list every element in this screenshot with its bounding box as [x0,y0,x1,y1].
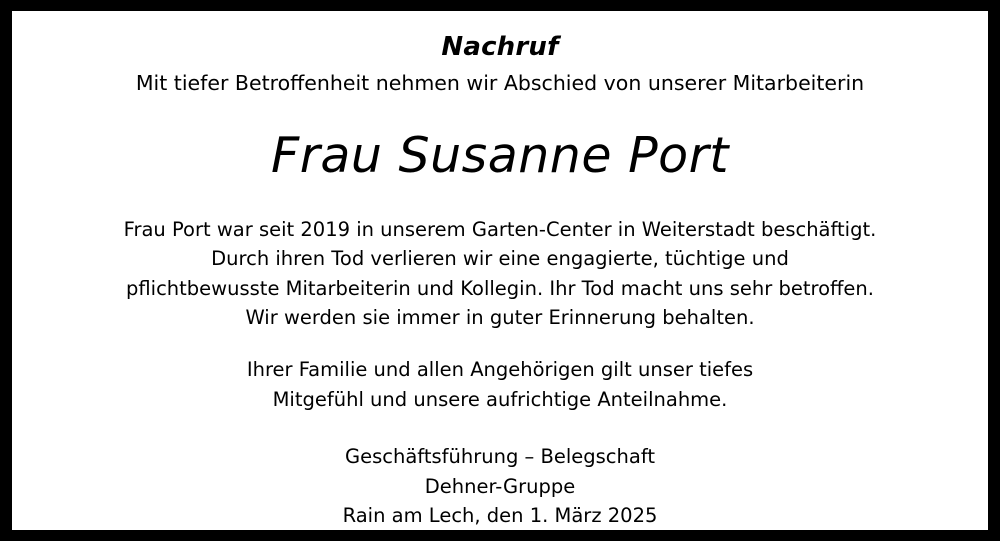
paragraph-2-line: Ihrer Familie und allen Angehörigen gilt unser tiefes [246,358,754,382]
obituary-paragraph-2 [247,355,753,414]
paragraph-1-line: Wir werden sie immer in guter Erinnerung behalten. [245,306,755,330]
signature-line: Geschäftsführung – Belegschaft [345,445,655,469]
deceased-name: Frau Susanne Port [271,127,729,185]
signature-line: Rain am Lech, den 1. März 2025 [342,503,658,527]
signature-line: Dehner-Gruppe [424,474,576,498]
paragraph-1-line: pflichtbewusste Mitarbeiterin und Kollegin. Ihr Tod macht uns sehr betroffen. [126,276,874,300]
obituary-heading: Nachruf [441,32,559,62]
obituary-signature [343,442,658,530]
obituary-intro-text: Mit tiefer Betroffenheit nehmen wir Abschied von unserer Mitarbeiterin [135,70,865,95]
obituary-content [12,11,988,530]
paragraph-2-line: Mitgefühl und unsere aufrichtige Anteilnahme. [272,387,728,411]
paragraph-1-line: Frau Port war seit 2019 in unserem Garten-Center in Weiterstadt beschäftigt. [123,217,877,241]
paragraph-1-line: Durch ihren Tod verlieren wir eine engagierte, tüchtige und [211,247,789,271]
obituary-paragraph-1 [124,215,877,334]
